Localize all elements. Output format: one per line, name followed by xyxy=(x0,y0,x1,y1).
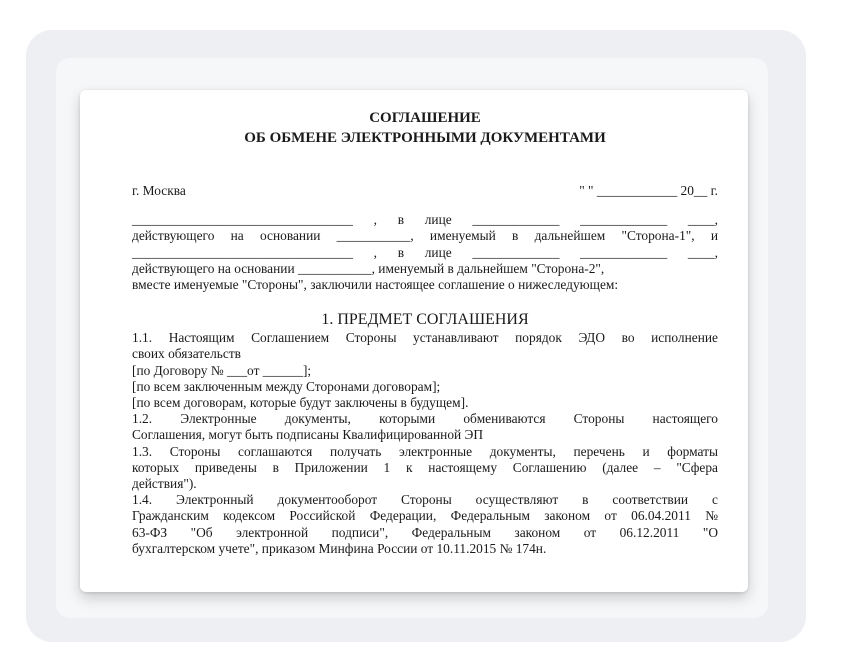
text-line: бухгалтерском учете", приказом Минфина России от 10.11.2015 № 174н. xyxy=(132,540,547,556)
text-line: которых приведены в Приложении 1 к настоящему Соглашению (далее – "Сфера xyxy=(132,459,718,475)
city-date-row xyxy=(132,183,718,199)
text-line: 1.1. Настоящим Соглашением Стороны устанавливают порядок ЭДО во исполнение xyxy=(132,330,718,346)
party-line: действующего на основании ___________, именуемый в дальнейшем "Сторона-1", и xyxy=(132,228,718,244)
text-line: 1.3. Стороны соглашаются получать электронные документы, перечень и форматы xyxy=(132,443,718,459)
document-page xyxy=(80,90,748,592)
section-1-heading: 1. ПРЕДМЕТ СОГЛАШЕНИЯ xyxy=(321,311,529,329)
text-line: действия"). xyxy=(132,476,197,492)
text-line: [по всем договорам, которые будут заключены в будущем]. xyxy=(132,395,469,411)
text-line: 1.2. Электронные документы, которыми обмениваются Стороны настоящего xyxy=(132,411,718,427)
party-line: действующего на основании ___________, именуемый в дальнейшем "Сторона-2", xyxy=(132,260,605,276)
text-line: [по всем заключенным между Сторонами договорам]; xyxy=(132,378,441,394)
text-line: Соглашения, могут быть подписаны Квалифицированной ЭП xyxy=(132,427,484,443)
party-line: _________________________________ , в лице _____________ _____________ ____, xyxy=(132,212,718,228)
document-title-line-1: СОГЛАШЕНИЕ xyxy=(369,110,481,126)
text-line: своих обязательств xyxy=(132,346,242,362)
party-line: _________________________________ , в лице _____________ _____________ ____, xyxy=(132,244,718,260)
section-1-body xyxy=(132,330,718,557)
text-line: Гражданским кодексом Российской Федерации, Федеральным законом от 06.04.2011 № xyxy=(132,508,718,524)
text-line: 1.4. Электронный документооборот Стороны осуществляют в соответствии с xyxy=(132,492,718,508)
document-title-line-2: ОБ ОБМЕНЕ ЭЛЕКТРОННЫМИ ДОКУМЕНТАМИ xyxy=(244,130,606,146)
city: г. Москва xyxy=(132,183,186,198)
date-line: " " ____________ 20__ г. xyxy=(579,183,718,198)
document-body xyxy=(132,108,718,557)
text-line: [по Договору № ___от ______]; xyxy=(132,362,312,378)
text-line: 63-ФЗ "Об электронной подписи", Федеральным законом от 06.12.2011 "О xyxy=(132,524,718,540)
parties-block xyxy=(132,212,718,293)
party-line: вместе именуемые "Стороны", заключили настоящее соглашение о нижеследующем: xyxy=(132,277,619,293)
